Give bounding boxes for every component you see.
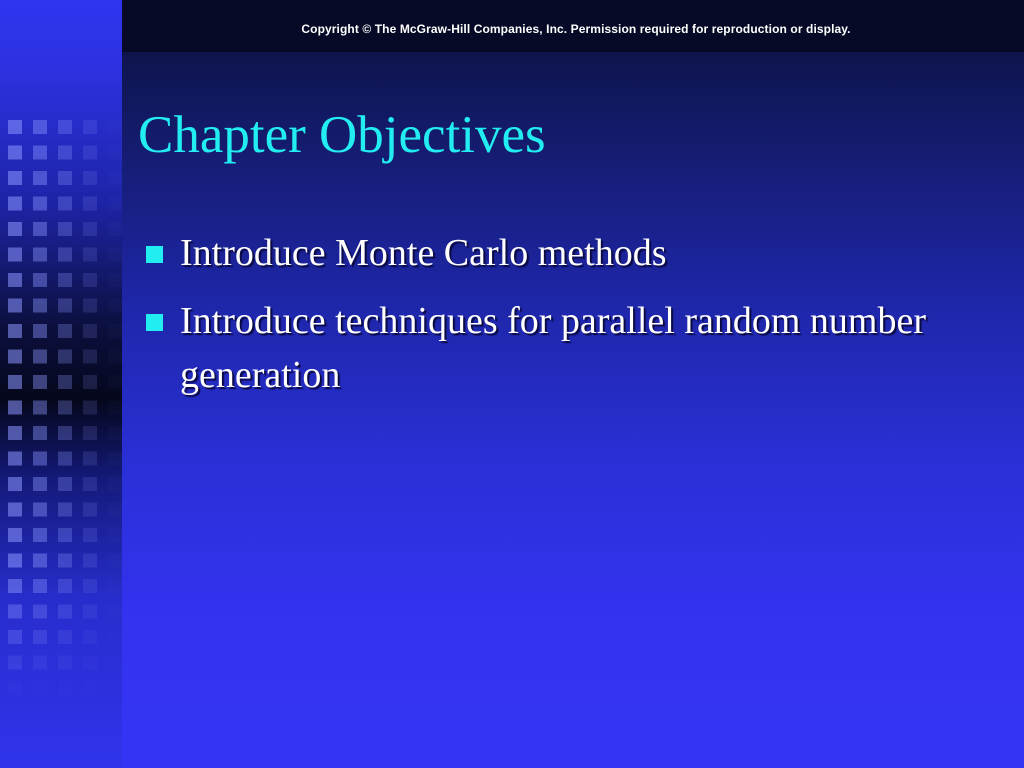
pattern-square — [8, 630, 22, 644]
pattern-square — [33, 605, 47, 619]
pattern-square — [58, 401, 72, 415]
pattern-square — [108, 324, 122, 338]
pattern-square — [58, 656, 72, 670]
pattern-square — [33, 222, 47, 236]
pattern-square — [108, 197, 122, 211]
pattern-square — [58, 503, 72, 517]
pattern-square — [8, 528, 22, 542]
square-pattern-icon — [0, 0, 122, 768]
copyright-notice: Copyright © The McGraw-Hill Companies, Inc. Permission required for reproduction or display. — [301, 22, 851, 36]
pattern-square — [108, 605, 122, 619]
square-bullet-icon — [146, 314, 163, 331]
pattern-square — [83, 477, 97, 491]
pattern-square — [8, 477, 22, 491]
pattern-square — [8, 222, 22, 236]
pattern-square — [108, 222, 122, 236]
pattern-square — [33, 273, 47, 287]
pattern-square — [8, 375, 22, 389]
bullet-text: Introduce Monte Carlo methods — [180, 232, 667, 274]
pattern-square — [33, 120, 47, 134]
pattern-square — [8, 248, 22, 262]
pattern-square — [33, 503, 47, 517]
bullet-list — [142, 226, 1002, 416]
pattern-square — [33, 554, 47, 568]
pattern-square — [83, 197, 97, 211]
pattern-square — [58, 222, 72, 236]
pattern-square — [8, 197, 22, 211]
pattern-square — [83, 605, 97, 619]
pattern-square — [33, 248, 47, 262]
pattern-square — [33, 656, 47, 670]
pattern-square — [58, 120, 72, 134]
pattern-square — [58, 375, 72, 389]
pattern-square — [58, 605, 72, 619]
pattern-square — [83, 656, 97, 670]
pattern-square — [58, 171, 72, 185]
pattern-square — [33, 630, 47, 644]
pattern-square — [8, 146, 22, 160]
pattern-square — [108, 171, 122, 185]
pattern-square — [108, 681, 122, 695]
pattern-square — [33, 579, 47, 593]
pattern-square — [58, 273, 72, 287]
pattern-square — [58, 477, 72, 491]
pattern-square — [58, 299, 72, 313]
pattern-square — [108, 426, 122, 440]
pattern-square — [8, 120, 22, 134]
pattern-square — [8, 171, 22, 185]
pattern-square — [58, 248, 72, 262]
pattern-square — [58, 681, 72, 695]
pattern-square — [83, 350, 97, 364]
pattern-square — [33, 350, 47, 364]
pattern-square — [108, 299, 122, 313]
pattern-square — [108, 656, 122, 670]
pattern-square — [108, 477, 122, 491]
pattern-square — [8, 273, 22, 287]
pattern-square — [33, 401, 47, 415]
pattern-square — [58, 554, 72, 568]
pattern-square — [108, 579, 122, 593]
pattern-square — [83, 120, 97, 134]
pattern-square — [58, 579, 72, 593]
pattern-square — [83, 324, 97, 338]
pattern-square — [8, 579, 22, 593]
pattern-square — [8, 681, 22, 695]
pattern-square — [8, 605, 22, 619]
pattern-square — [83, 248, 97, 262]
pattern-square — [83, 146, 97, 160]
pattern-square — [108, 503, 122, 517]
pattern-square — [8, 503, 22, 517]
pattern-square — [108, 120, 122, 134]
pattern-square — [83, 222, 97, 236]
pattern-square — [33, 681, 47, 695]
pattern-square — [58, 350, 72, 364]
pattern-square — [108, 375, 122, 389]
pattern-square — [83, 528, 97, 542]
pattern-square — [108, 630, 122, 644]
pattern-square — [83, 503, 97, 517]
pattern-square — [33, 299, 47, 313]
pattern-square — [58, 528, 72, 542]
pattern-square — [108, 350, 122, 364]
pattern-square — [8, 554, 22, 568]
bullet-item — [142, 226, 1002, 280]
pattern-square — [83, 171, 97, 185]
pattern-square — [33, 477, 47, 491]
pattern-square — [33, 375, 47, 389]
pattern-square — [33, 324, 47, 338]
pattern-square — [8, 401, 22, 415]
pattern-square — [8, 452, 22, 466]
pattern-square — [33, 528, 47, 542]
bullet-item — [142, 294, 1002, 402]
pattern-square — [58, 630, 72, 644]
pattern-square — [108, 146, 122, 160]
pattern-square — [8, 350, 22, 364]
pattern-square — [108, 554, 122, 568]
pattern-square — [83, 273, 97, 287]
pattern-square — [58, 146, 72, 160]
pattern-square — [108, 452, 122, 466]
pattern-square — [108, 401, 122, 415]
pattern-square — [83, 375, 97, 389]
pattern-square — [33, 426, 47, 440]
pattern-square — [8, 426, 22, 440]
pattern-square — [83, 579, 97, 593]
square-bullet-icon — [146, 246, 163, 263]
pattern-square — [108, 528, 122, 542]
pattern-square — [83, 630, 97, 644]
pattern-square — [83, 681, 97, 695]
pattern-square — [33, 171, 47, 185]
pattern-square — [33, 452, 47, 466]
pattern-square — [8, 324, 22, 338]
pattern-square — [83, 401, 97, 415]
pattern-square — [83, 299, 97, 313]
pattern-square — [58, 452, 72, 466]
pattern-square — [58, 197, 72, 211]
pattern-square — [58, 426, 72, 440]
pattern-square — [83, 452, 97, 466]
pattern-square — [8, 656, 22, 670]
pattern-square — [83, 426, 97, 440]
pattern-square — [108, 248, 122, 262]
slide-title: Chapter Objectives — [138, 106, 546, 164]
pattern-square — [58, 324, 72, 338]
bullet-text: Introduce techniques for parallel random number generation — [180, 300, 926, 396]
pattern-square — [83, 554, 97, 568]
pattern-square — [8, 299, 22, 313]
pattern-square — [33, 197, 47, 211]
pattern-square — [33, 146, 47, 160]
pattern-square — [108, 273, 122, 287]
